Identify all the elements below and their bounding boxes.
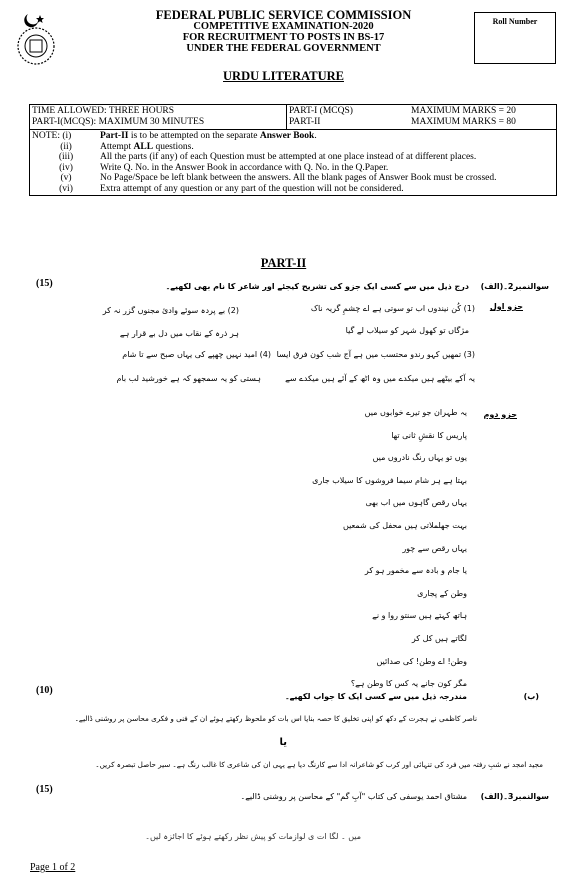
subject-title: URDU LITERATURE: [223, 69, 344, 83]
poem-line: لگاتے ہیں کل کر: [411, 633, 467, 643]
poem-line: بہت جھلملاتی ہیں محفل کی شمعیں: [343, 520, 467, 530]
commission-title: FEDERAL PUBLIC SERVICE COMMISSION: [155, 8, 412, 22]
q3-label: سوالنمبر3۔(الف): [480, 792, 549, 801]
recruitment-line: FOR RECRUITMENT TO POSTS IN BS-17: [182, 32, 385, 43]
q3-marks: (15): [36, 784, 53, 795]
time-allowed: TIME ALLOWED: THREE HOURS: [32, 106, 175, 116]
verse-2a: (2) بے پردہ سوئے وادیٔ مجنوں گزر نہ کر: [102, 306, 239, 315]
part1-label: PART-I (MCQS): [289, 106, 353, 116]
q2-marks: (15): [36, 278, 53, 289]
verse-3b: یہ آکے بیٹھے ہیں میکدے میں وہ اٹھ کے آئے ہیں میکدے سے: [285, 374, 475, 383]
note-item: NOTE: (i) Part-II is to be attempted on the separate Answer Book.: [32, 131, 317, 141]
part2-title: PART-II: [260, 256, 307, 270]
poem-line: پاریس کا نقشِ ثانی تھا: [391, 430, 467, 440]
roll-number-label: Roll Number: [492, 17, 538, 26]
poem-line: وطن! اے وطن! کی صدائیں: [376, 656, 467, 666]
q2-section2-label: جزو دوم: [483, 410, 517, 419]
part2-marks: MAXIMUM MARKS = 80: [411, 117, 516, 127]
poem-line: بہتا ہے ہر شام سیما فروشوں کا سیلاب جاری: [312, 475, 467, 485]
note-item: (v) No Page/Space be left blank between the answers. All the blank pages of Answer Book must be crossed.: [60, 173, 497, 183]
verse-4a: (4) امید نہیں چھپے کی یہاں صبح سے تا شام: [122, 350, 271, 359]
government-line: UNDER THE FEDERAL GOVERNMENT: [186, 43, 381, 54]
note-item: (vi) Extra attempt of any question or any part of the question will not be considered.: [59, 183, 404, 194]
time-row: [30, 105, 556, 130]
q2-section1-label: جزو اول: [489, 302, 523, 311]
q2b-option1: ناصر کاظمی نے ہجرت کے دکھ کو اپنی تخلیق کا حصہ بنایا اس بات کو ملحوظ رکھتے ہوئے ان کے فنی و فکری محاسن پر روشنی ڈالیے۔: [74, 714, 477, 723]
poem-line: مگر کون جانے یہ کس کا وطن ہے؟: [350, 679, 467, 689]
poem-block: [267, 408, 467, 702]
poem-line: یہاں رقص سے چور: [402, 543, 467, 553]
q2b-option2: مجید امجد نے شبِ رفتہ میں فرد کی تنہائی اور کرب کو شاعرانہ ادا سے کارنگ دیا ہے یہی ان کی شاعری کا غالب رنگ ہے۔ سیر حاصل تبصرہ کریں۔: [95, 760, 543, 769]
poem-line: یا جام و بادہ سے مخمور ہو کر: [364, 566, 467, 576]
note-item: (iv) Write Q. No. in the Answer Book in accordance with Q. No. in the Q.Paper.: [59, 162, 389, 173]
roll-number-box: [474, 12, 556, 64]
poem-line: یہاں رقص گاہوں میں اب بھی: [365, 498, 467, 508]
verse-3a: (3) تمھیں کہو رندو محتسب میں ہے آج شب کون فرق ایسا: [276, 350, 475, 359]
instructions-box: [29, 104, 557, 196]
poem-line: ہاتھ کہتے ہیں سنتو روا و نے: [372, 611, 467, 621]
poem-line: وطن کے پجاری: [417, 588, 467, 598]
q2-instruction: درج ذیل میں سے کسی ایک جزو کی تشریح کیجئے اور شاعر کا نام بھی لکھیے۔: [165, 282, 469, 291]
poem-line: یہ طہران جو تیرے خوابوں میں: [364, 408, 467, 417]
part1-time: PART-I(MCQS): MAXIMUM 30 MINUTES: [32, 117, 205, 127]
poem-line: یوں تو یہاں رنگ نادروں میں: [372, 453, 467, 463]
verse-1a: (1) کُن نیندوں اب تو سوتی ہے اے چشمِ گریہ ناک: [310, 304, 475, 313]
q2-label: سوالنمبر2۔(الف): [480, 282, 549, 291]
note-item: (ii) Attempt ALL questions.: [60, 141, 194, 152]
verse-1b: مژگاں تو کھول شہر کو سیلاب لے گیا: [345, 326, 469, 335]
q2b-instruction: مندرجہ ذیل میں سے کسی ایک کا جواب لکھیے۔: [284, 692, 467, 701]
q2b-marks: (10): [36, 685, 53, 696]
verse-4b: ہستی کو یہ سمجھو کہ ہے خورشید لب بام: [116, 374, 261, 383]
note-item: (iii) All the parts (if any) of each Question must be attempted at one place instead of at different places.: [58, 152, 477, 162]
part1-marks: MAXIMUM MARKS = 20: [411, 106, 516, 116]
q2b-label: (ب): [523, 692, 539, 701]
page-number: Page 1 of 2: [30, 862, 76, 873]
verse-2b: ہر ذرہ کے نقاب میں دل بے قرار ہے: [119, 329, 239, 338]
q3-instruction: مشتاق احمد یوسفی کی کتاب "آبِ گم" کے محاسن پر روشنی ڈالیے۔: [240, 792, 467, 801]
notes-section: [30, 130, 556, 195]
q2b-or: یا: [279, 737, 287, 748]
q3-faded-line: میں ۔ لگا ات ی لوازمات کو پیش نظر رکھتے ہوئے کا اجائزہ لیں۔: [145, 832, 361, 841]
exam-title: COMPETITIVE EXAMINATION-2020: [193, 21, 374, 32]
part2-label: PART-II: [289, 117, 321, 127]
